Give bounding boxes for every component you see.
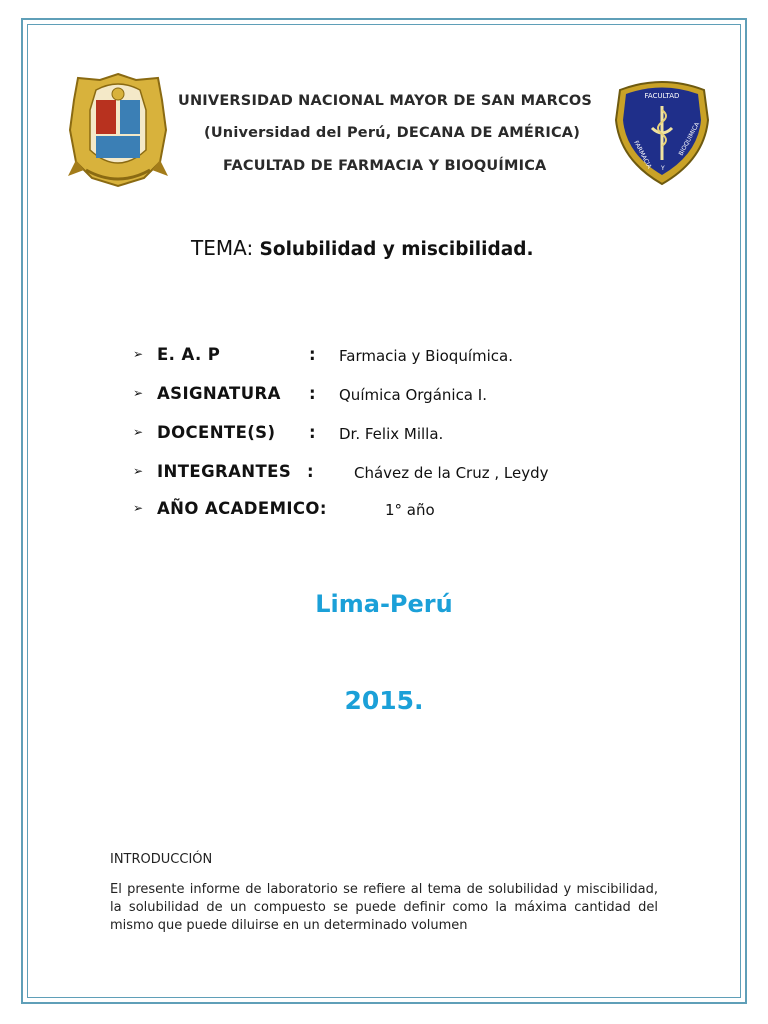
field-value: Chávez de la Cruz , Leydy	[354, 464, 549, 482]
field-label: INTEGRANTES	[157, 462, 292, 481]
field-label: ASIGNATURA	[157, 384, 281, 403]
field-value: Química Orgánica I.	[339, 386, 487, 404]
badge-text-left: FARMACIA	[632, 139, 653, 170]
badge-text-y: Y	[661, 165, 665, 172]
bullet-arrow-icon: ➢	[133, 501, 144, 515]
year-label: 2015.	[344, 686, 424, 715]
field-value: Dr. Felix Milla.	[339, 425, 444, 443]
field-label: AÑO ACADEMICO:	[157, 499, 327, 518]
badge-text-right: BIOQUIMICA	[677, 121, 702, 157]
city-label: Lima-Perú	[315, 590, 453, 618]
field-colon: :	[309, 423, 316, 442]
field-colon: :	[309, 384, 316, 403]
university-subtitle: (Universidad del Perú, DECANA DE AMÉRICA)	[204, 125, 581, 141]
field-colon: :	[307, 462, 314, 481]
bullet-arrow-icon: ➢	[133, 386, 144, 400]
field-colon: :	[309, 345, 316, 364]
bullet-arrow-icon: ➢	[133, 347, 144, 361]
faculty-badge-icon	[612, 76, 712, 188]
topic-label: TEMA:	[191, 236, 254, 260]
field-label: E. A. P	[157, 345, 221, 364]
topic-heading	[191, 236, 533, 260]
intro-paragraph: El presente informe de laboratorio se refiere al tema de solubilidad y miscibilidad, la solubilidad de un compuesto se puede definir como la máxima cantidad del mismo que puede diluirse en un determinado volumen	[110, 882, 658, 933]
university-name: UNIVERSIDAD NACIONAL MAYOR DE SAN MARCOS	[178, 93, 592, 109]
badge-text-top: FACULTAD	[644, 92, 680, 100]
field-label: DOCENTE(S)	[157, 423, 276, 442]
field-value: Farmacia y Bioquímica.	[339, 347, 513, 365]
field-value: 1° año	[385, 501, 435, 519]
faculty-name: FACULTAD DE FARMACIA Y BIOQUÍMICA	[223, 158, 547, 174]
university-seal-icon	[66, 70, 170, 188]
topic-value: Solubilidad y miscibilidad.	[259, 239, 534, 260]
bullet-arrow-icon: ➢	[133, 464, 144, 478]
bullet-arrow-icon: ➢	[133, 425, 144, 439]
intro-heading: INTRODUCCIÓN	[110, 852, 213, 867]
